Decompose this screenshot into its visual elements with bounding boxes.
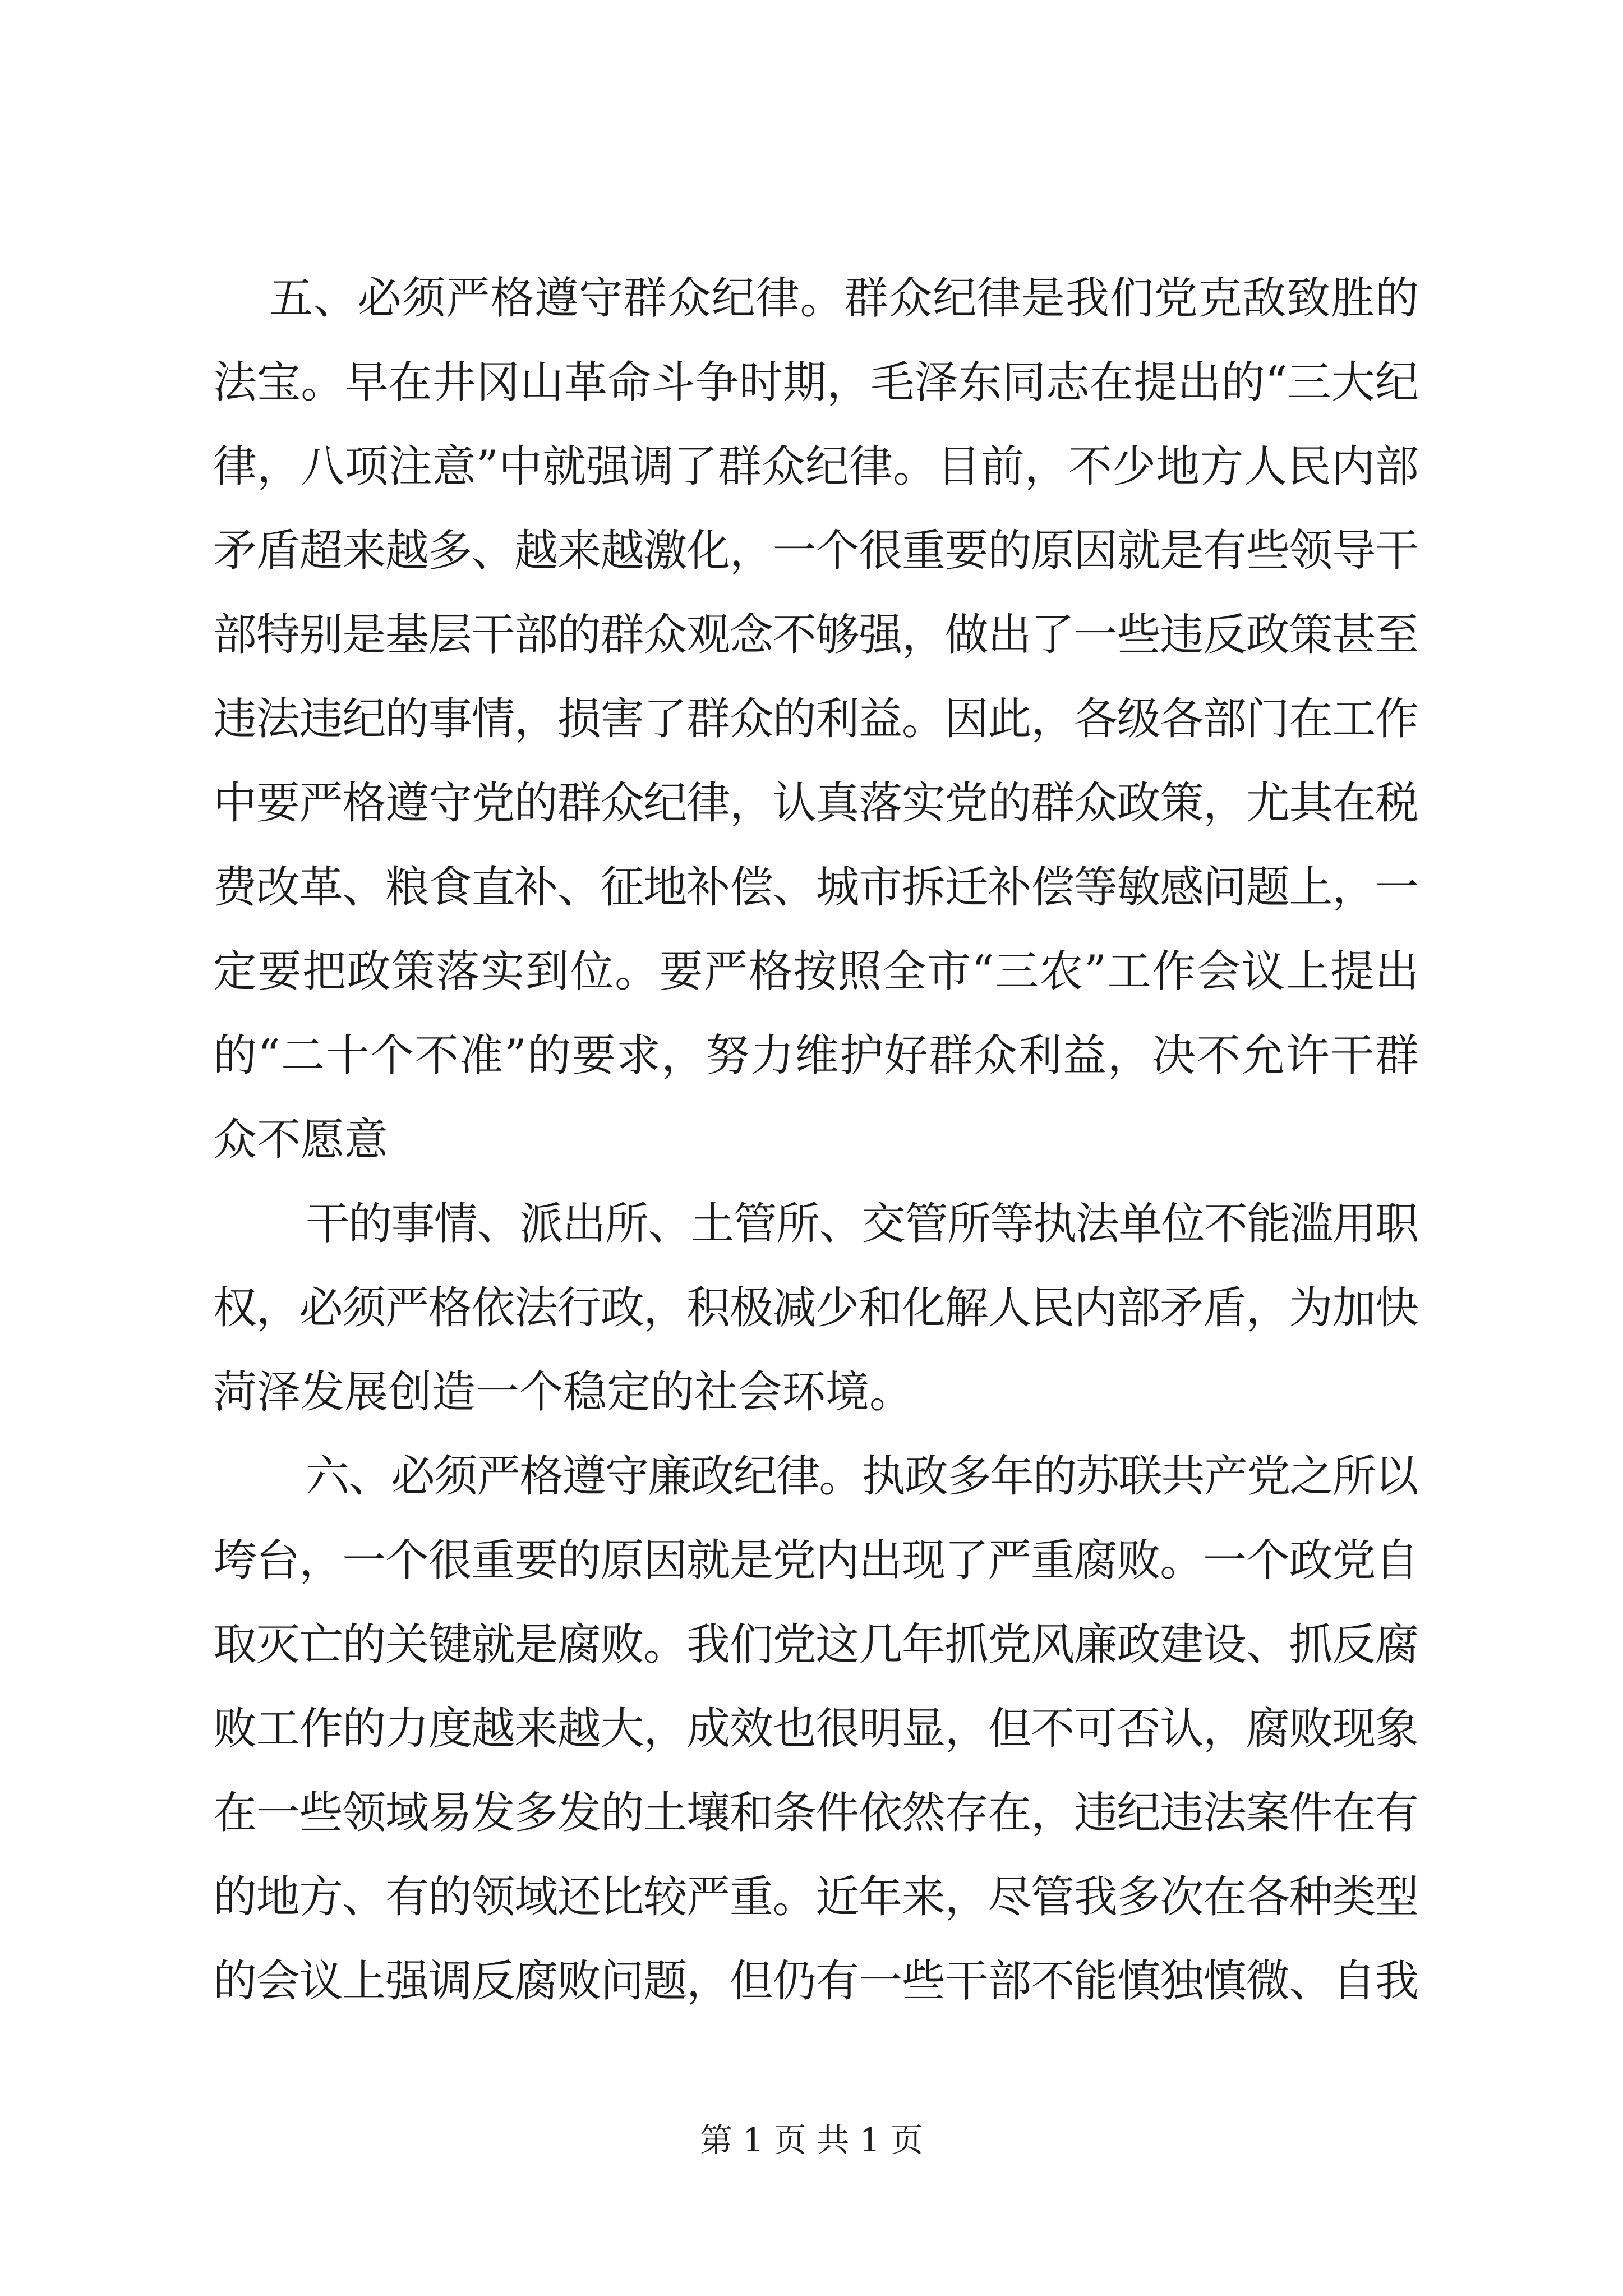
text-line: 干的事情、派出所、土管所、交管所等执法单位不能滥用职 — [306, 1199, 1418, 1249]
text-line: 矛盾超来越多、越来越激化，一个很重要的原因就是有些领导干 — [213, 526, 1418, 576]
text-line: 的会议上强调反腐败问题，但仍有一些干部不能慎独慎微、自我 — [213, 1956, 1418, 2007]
text-line: 中要严格遵守党的群众纪律，认真落实党的群众政策，尤其在税 — [213, 778, 1418, 829]
text-line: 垮台，一个很重要的原因就是党内出现了严重腐败。一个政党自 — [213, 1535, 1418, 1586]
text-line: 定要把政策落实到位。要严格按照全市“三农”工作会议上提出 — [213, 946, 1420, 997]
text-line: 违法违纪的事情，损害了群众的利益。因此，各级各部门在工作 — [213, 694, 1418, 744]
text-line: 在一些领域易发多发的土壤和条件依然存在，违纪违法案件在有 — [213, 1788, 1418, 1838]
text-line: 取灭亡的关键就是腐败。我们党这几年抓党风廉政建设、抓反腐 — [213, 1619, 1418, 1670]
text-line: 败工作的力度越来越大，成效也很明显，但不可否认，腐败现象 — [213, 1704, 1418, 1754]
text-line: 五、必须严格遵守群众纪律。群众纪律是我们党克敌致胜的 — [269, 273, 1419, 324]
text-line: 六、必须严格遵守廉政纪律。执政多年的苏联共产党之所以 — [306, 1451, 1418, 1502]
page-footer — [0, 2118, 1623, 2162]
text-line: 部特别是基层干部的群众观念不够强，做出了一些违反政策甚至 — [213, 610, 1418, 660]
text-line: 律，八项注意”中就强调了群众纪律。目前，不少地方人民内部 — [213, 441, 1419, 492]
text-line: 的“二十个不准”的要求，努力维护好群众利益，决不允许干群 — [213, 1030, 1420, 1081]
text-line: 众不愿意 — [213, 1115, 389, 1165]
text-line: 的地方、有的领域还比较严重。近年来，尽管我多次在各种类型 — [213, 1872, 1418, 1922]
text-line: 法宝。早在井冈山革命斗争时期，毛泽东同志在提出的“三大纪 — [213, 357, 1419, 408]
text-line: 权，必须严格依法行政，积极减少和化解人民内部矛盾，为加快 — [213, 1283, 1418, 1333]
page-number: 第 1 页 共 1 页 — [700, 2121, 923, 2159]
text-line: 菏泽发展创造一个稳定的社会环境。 — [213, 1367, 914, 1418]
text-line: 费改革、粮食直补、征地补偿、城市拆迁补偿等敏感问题上，一 — [213, 862, 1418, 913]
